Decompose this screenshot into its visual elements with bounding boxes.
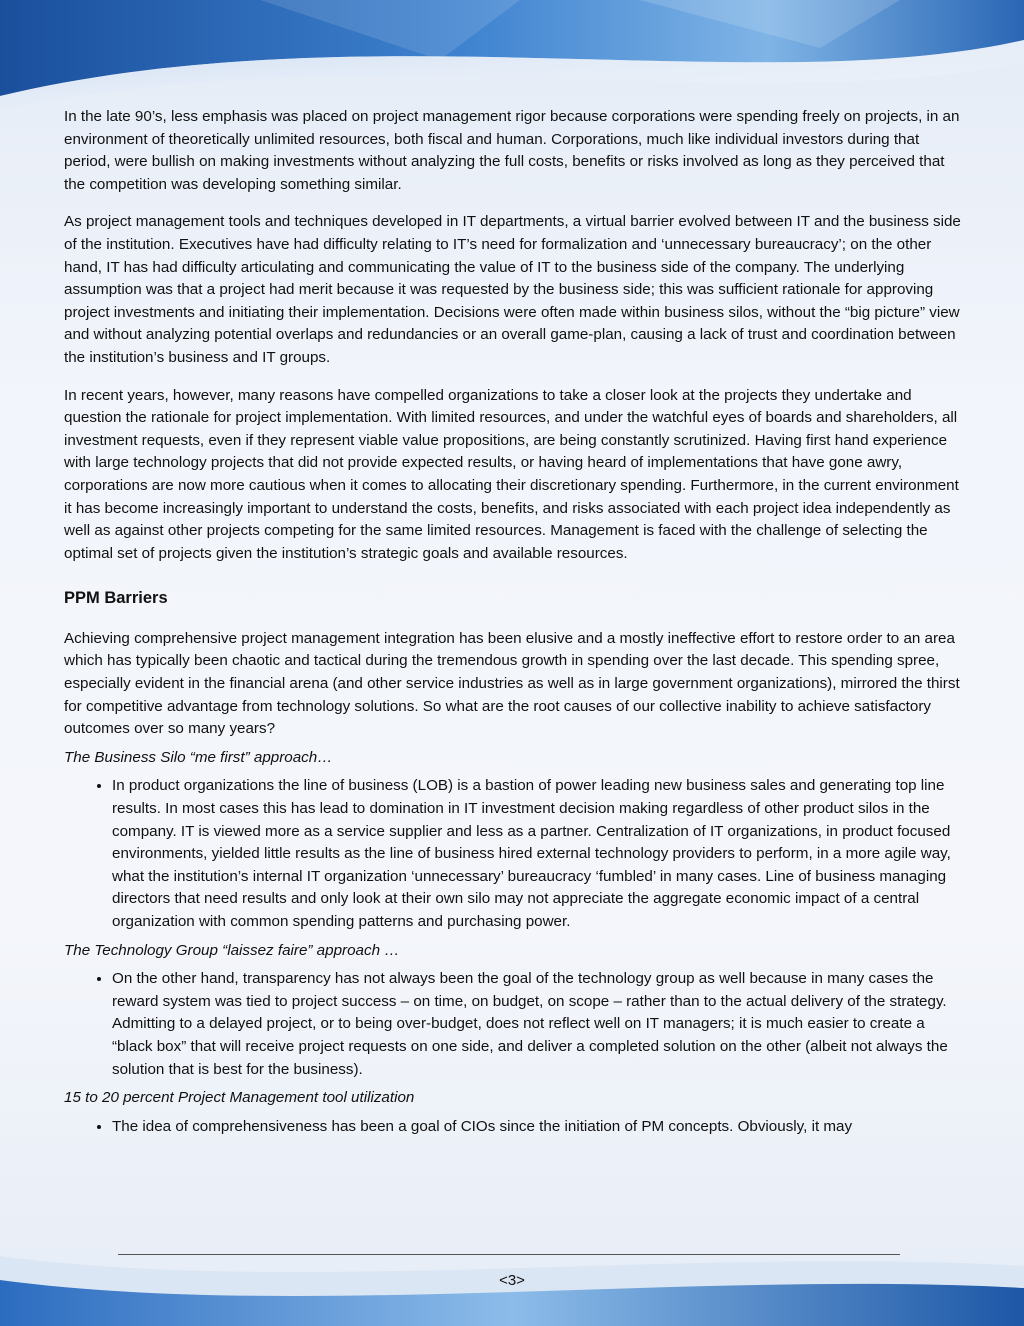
page-number: <3>	[499, 1272, 525, 1289]
list-item: • On the other hand, transparency has not always been the goal of the technology group as well because in many cases the reward system was tied to project success – on time, on budget, on scope – rather than to the actual delivery of the strategy. Admitting to a delayed project, or to being over-budget, does not reflect well on IT managers; it is much easier to create a “black box” that will receive project requests on one side, and deliver a completed solution on the other (albeit not always the solution that is best for the business).	[112, 968, 964, 1081]
list-item: • In product organizations the line of business (LOB) is a bastion of power leading new business sales and generating top line results. In most cases this has lead to domination in IT investment decision making regardless of other product silos in the company. IT is viewed more as a service supplier and less as a partner. Centralization of IT organizations, in product focused environments, yielded little results as the line of business hired external technology providers to perform, in a more agile way, what the institution’s internal IT organization ‘unnecessary’ bureaucracy ‘fumbled’ in many cases. Line of business managing directors that need results and only look at their own silo may not appreciate the aggregate economic impact of a central organization with common spending patterns and purchasing power.	[112, 775, 964, 933]
list-item: • The idea of comprehensiveness has been a goal of CIOs since the initiation of PM concepts. Obviously, it may	[112, 1116, 964, 1139]
bullet-list	[64, 1116, 964, 1139]
bullet-list	[64, 968, 964, 1081]
header-decoration	[0, 0, 1024, 110]
paragraph: As project management tools and techniques developed in IT departments, a virtual barrier evolved between IT and the business side of the institution. Executives have had difficulty relating to IT’s need for formalization and ‘unnecessary bureaucracy’; on the other hand, IT has had difficulty articulating and communicating the value of IT to the business side of the company. The underlying assumption was that a project had merit because it was requested by the business side; this was sufficient rationale for approving project investments and initiating their implementation. Decisions were often made within business silos, without the “big picture” view and without analyzing potential overlaps and redundancies or an overall game-plan, causing a lack of trust and coordination between the institution’s business and IT groups.	[64, 213, 961, 366]
bullet-list	[64, 775, 964, 933]
document-body	[64, 106, 964, 1144]
footer-divider	[118, 1254, 900, 1255]
section-heading: PPM Barriers	[64, 589, 168, 608]
subheading-pm-tool-utilization: 15 to 20 percent Project Management tool utilization	[64, 1089, 415, 1107]
subheading-technology-group: The Technology Group “laissez faire” approach …	[64, 941, 400, 959]
paragraph: In recent years, however, many reasons have compelled organizations to take a closer look at the projects they undertake and question the rationale for project implementation. With limited resources, and under the watchful eyes of boards and shareholders, all investment requests, even if they represent viable value propositions, are being constantly scrutinized. Having first hand experience with large technology projects that did not provide expected results, or having heard of implementations that have gone awry, corporations are now more cautious when it comes to allocating their discretionary spending. Furthermore, in the current environment it has become increasingly important to understand the costs, benefits, and risks associated with each project idea independently as well as against other projects competing for the same limited resources. Management is faced with the challenge of selecting the optimal set of projects given the institution’s strategic goals and available resources.	[64, 386, 959, 562]
subheading-business-silo: The Business Silo “me first” approach…	[64, 748, 333, 766]
section-intro: Achieving comprehensive project management integration has been elusive and a mostly ineffective effort to restore order to an area which has typically been chaotic and tactical during the tremendous growth in spending over the last decade. This spending spree, especially evident in the financial arena (and other service industries as well as in large government organizations), mirrored the thirst for competitive advantage from technology solutions. So what are the root causes of our collective inability to achieve satisfactory outcomes over so many years?	[64, 629, 960, 738]
paragraph: In the late 90’s, less emphasis was placed on project management rigor because corporations were spending freely on projects, in an environment of theoretically unlimited resources, both fiscal and human. Corporations, much like individual investors during that period, were bullish on making investments without analyzing the full costs, benefits or risks involved as long as they perceived that the competition was developing something similar.	[64, 108, 960, 193]
